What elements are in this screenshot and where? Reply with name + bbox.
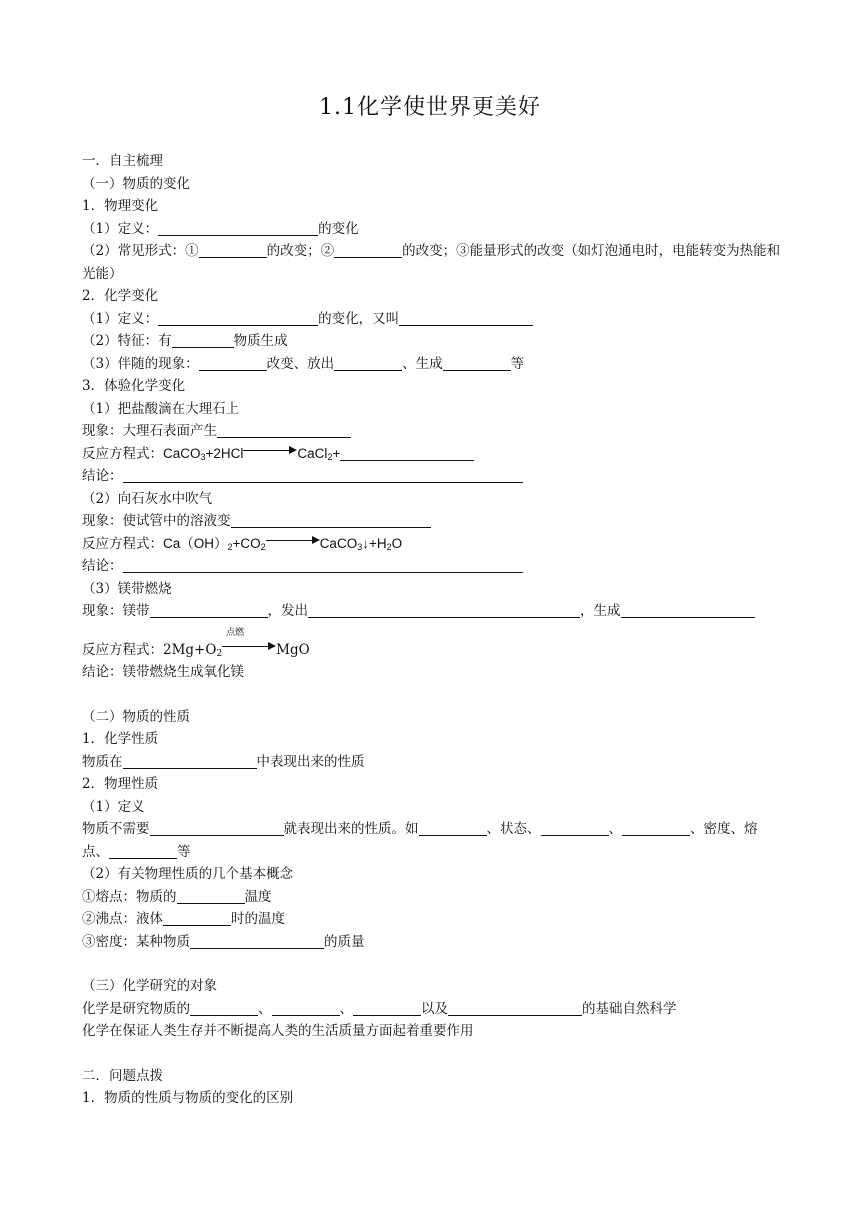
fill-blank[interactable] <box>443 354 511 371</box>
concepts-title: （2）有关物理性质的几个基本概念 <box>82 866 294 882</box>
concept-melting-point: ①熔点：物质的 温度 <box>82 888 272 905</box>
experiment-phenomenon: 现象：使试管中的溶液变 <box>82 510 782 533</box>
chemical-change-definition: （1）定义： 的变化，又叫 <box>82 308 782 331</box>
section-heading: 二．问题点拨 <box>82 1067 163 1084</box>
reaction-equation: 反应方程式：$Ca(OH)_2+CO_2$ $CaCO_3↓+H_2O$ <box>82 535 403 552</box>
definition-title: （1）定义 <box>82 798 145 815</box>
chemical-property-line: 物质在 中表现出来的性质 <box>82 753 365 770</box>
topic-heading: 2．物理性质 <box>82 776 159 792</box>
fill-blank[interactable] <box>541 819 609 836</box>
chemical-change-phenomena: （3）伴随的现象： 改变、放出 、生成 等 <box>82 355 525 372</box>
reaction-arrow-icon <box>266 536 320 546</box>
fill-blank[interactable] <box>217 421 351 438</box>
fill-blank[interactable] <box>150 819 284 836</box>
subsection-heading: （一）物质的变化 <box>82 175 190 192</box>
fill-blank[interactable] <box>123 556 523 573</box>
experiment-title: （2）向石灰水中吹气 <box>82 490 213 507</box>
fill-blank[interactable] <box>622 819 690 836</box>
physical-property-definition: 物质不需要 就表现出来的性质。如 、状态、 、 、密度、熔点、 等 <box>82 821 758 860</box>
fill-blank[interactable] <box>158 309 318 326</box>
fill-blank[interactable] <box>190 932 324 949</box>
fill-blank[interactable] <box>199 354 267 371</box>
experiment-title: （3）镁带燃烧 <box>82 580 172 597</box>
fill-blank[interactable] <box>308 601 580 618</box>
reaction-condition: 点燃 <box>226 627 245 638</box>
page-title: 1.1化学使世界更美好 <box>319 95 541 120</box>
experiment-phenomenon: 现象：大理石表面产生 <box>82 420 782 443</box>
fill-blank[interactable] <box>109 842 177 859</box>
fill-blank[interactable] <box>448 999 582 1016</box>
experiment-conclusion: 结论：镁带燃烧生成氧化镁 <box>82 664 244 680</box>
fill-blank[interactable] <box>399 309 533 326</box>
reaction-arrow-icon <box>243 446 297 456</box>
fill-blank[interactable] <box>150 601 268 618</box>
fill-blank[interactable] <box>163 909 231 926</box>
topic-heading: 3．体验化学变化 <box>82 378 186 394</box>
fill-blank[interactable] <box>353 999 421 1016</box>
fill-blank[interactable] <box>190 999 258 1016</box>
subsection-heading: （三）化学研究的对象 <box>82 978 217 994</box>
research-objects-line: 化学是研究物质的 、 、 以及 的基础自然科学 <box>82 1000 677 1017</box>
fill-blank[interactable] <box>340 444 474 461</box>
chemical-change-feature: （2）特征：有 物质生成 <box>82 333 288 349</box>
experiment-phenomenon: 现象：镁带 ，发出 ，生成 <box>82 600 782 623</box>
fill-blank[interactable] <box>177 887 245 904</box>
topic-heading: 1．物理变化 <box>82 198 159 214</box>
fill-blank[interactable] <box>334 241 402 258</box>
fill-blank[interactable] <box>419 819 487 836</box>
research-role-line: 化学在保证人类生存并不断提高人类的生活质量方面起着重要作用 <box>82 1023 474 1039</box>
experiment-conclusion: 结论： <box>82 465 782 488</box>
worksheet-body <box>82 150 782 1110</box>
reaction-equation: 反应方程式：CaCO$_3$+2HCl CaCl$_2$+ <box>82 443 782 466</box>
experiment-title: （1）把盐酸滴在大理石上 <box>82 400 240 417</box>
experiment-conclusion: 结论： <box>82 555 782 578</box>
fill-blank[interactable] <box>621 601 755 618</box>
fill-blank[interactable] <box>231 511 431 528</box>
topic-heading: 1．化学性质 <box>82 731 159 747</box>
topic-heading: 2．化学变化 <box>82 288 159 304</box>
subsection-heading: （二）物质的性质 <box>82 708 190 725</box>
fill-blank[interactable] <box>158 219 318 236</box>
concept-boiling-point: ②沸点：液体 时的温度 <box>82 911 285 927</box>
fill-blank[interactable] <box>199 241 267 258</box>
reaction-arrow-icon <box>222 627 276 652</box>
fill-blank[interactable] <box>272 999 340 1016</box>
fill-blank[interactable] <box>172 331 234 348</box>
physical-change-forms: （2）常见形式：① 的改变；② 的改变；③能量形式的改变（如灯泡通电时，电能转变为热能和光能） <box>82 243 781 282</box>
concept-density: ③密度：某种物质 的质量 <box>82 933 365 950</box>
fill-blank[interactable] <box>334 354 402 371</box>
fill-blank[interactable] <box>123 466 523 483</box>
reaction-equation: 反应方程式：$2Mg+O_2$ 点燃 MgO <box>82 639 782 662</box>
physical-change-definition: （1）定义： 的变化 <box>82 220 359 237</box>
fill-blank[interactable] <box>123 752 257 769</box>
topic-heading: 1．物质的性质与物质的变化的区别 <box>82 1090 294 1106</box>
section-heading: 一．自主梳理 <box>82 153 163 169</box>
